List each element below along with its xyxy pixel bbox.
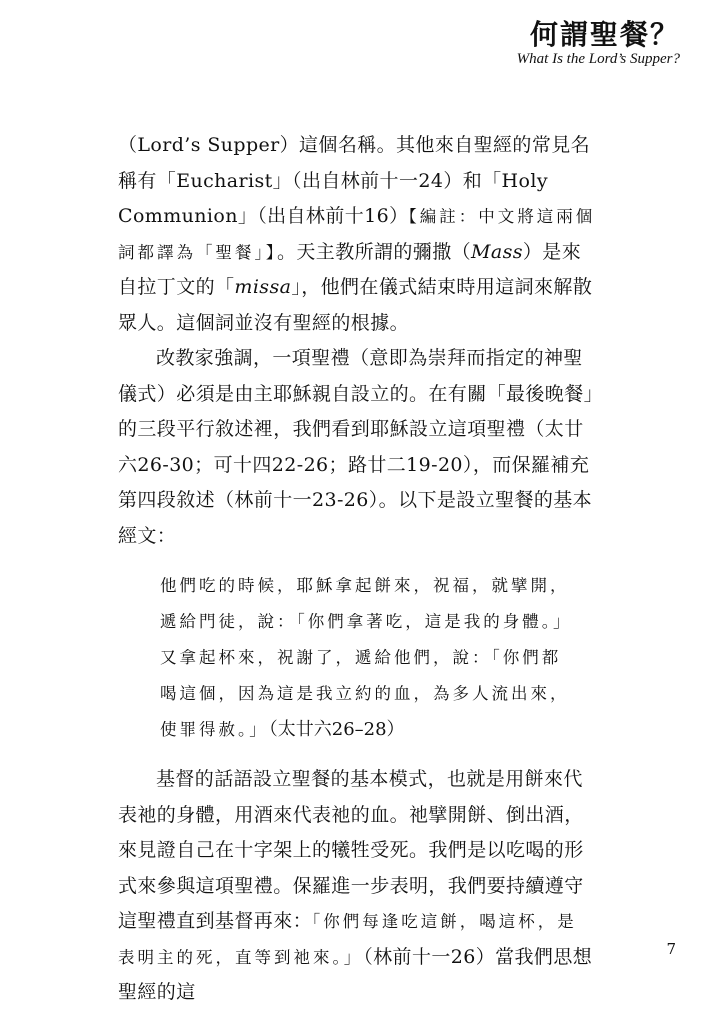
p3-text-2: （林前十一26）當我們思想聖經的這 — [118, 945, 593, 1003]
header-subtitle: What Is the Lord’s Supper? — [516, 51, 680, 67]
paragraph-2: 改教家強調，一項聖禮（意即為崇拜而指定的神聖儀式）必須是由主耶穌親自設立的。在有關「最後晚餐」的三段平行敘述裡，我們看到耶穌設立這項聖禮（太廿六26-30；可十四22-26；路廿二19-20），而保羅補充第四段敘述（林前十一23-26）。以下是設立聖餐的基本經文： — [118, 347, 594, 547]
quote-reference: （太廿六26–28） — [268, 719, 405, 740]
p1-text-4: 」，他們在儀式結束時用這詞來解散眾人。這個詞並沒有聖經的根據。 — [118, 276, 593, 334]
header-title: 何謂聖餐？ — [529, 18, 680, 51]
p3-quote: 「你們每逢吃這餅，喝這杯，是表明主的死，直等到祂來。」 — [118, 912, 577, 967]
p1-text-2: 。天主教所謂的彌撒（ — [277, 240, 472, 263]
paragraph-1 — [118, 128, 596, 341]
running-header — [517, 18, 680, 68]
paragraph-3 — [118, 762, 596, 1011]
p1-text-3: ）是來自拉丁文的「 — [118, 240, 582, 298]
scripture-quote — [118, 568, 580, 748]
body-text — [118, 128, 596, 1011]
term-missa: missa — [234, 276, 292, 298]
page-number: 7 — [666, 940, 676, 958]
p1-text-1: （Lord’s Supper）這個名稱。其他來自聖經的常見名稱有「Eucharist」（出自林前十一24）和「Holy Communion」（出自林前十16） — [118, 134, 591, 227]
editor-note: 【編註：中文將這兩個詞都譯為「聖餐」】 — [118, 207, 596, 262]
term-mass: Mass — [471, 240, 523, 263]
quote-text: 他們吃的時候，耶穌拿起餅來，祝福，就擘開，遞給門徒，說：「你們拿著吃，這是我的身體。」又拿起杯來，祝謝了，遞給他們，說：「你們都喝這個，因為這是我立約的血，為多人流出來，使罪得赦。」 — [160, 576, 573, 739]
p3-text-1: 基督的話語設立聖餐的基本模式，也就是用餅來代表祂的身體，用酒來代表祂的血。祂擘開餅、倒出酒，來見證自己在十字架上的犧牲受死。我們是以吃喝的形式來參與這項聖禮。保羅進一步表明，我們要持續遵守這聖禮直到基督再來： — [118, 768, 584, 932]
